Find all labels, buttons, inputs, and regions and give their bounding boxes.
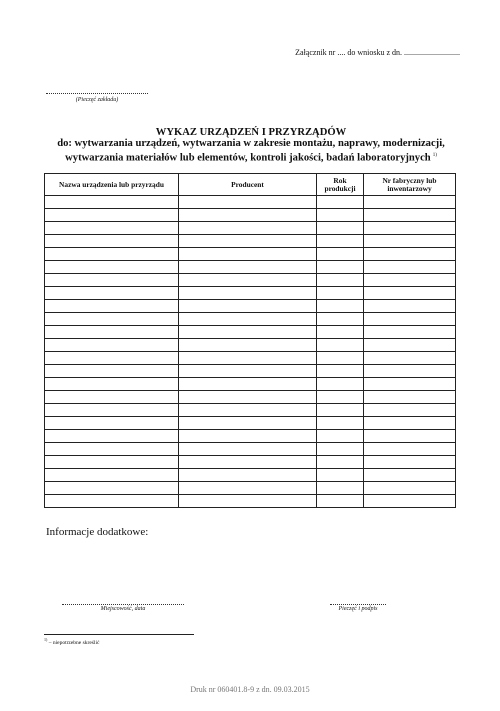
table-cell[interactable] [317, 313, 364, 326]
table-cell[interactable] [45, 404, 179, 417]
table-cell[interactable] [45, 495, 179, 508]
table-cell[interactable] [45, 274, 179, 287]
table-cell[interactable] [364, 274, 456, 287]
print-number: Druk nr 060401.8-9 z dn. 09.03.2015 [190, 685, 310, 694]
table-cell[interactable] [179, 417, 317, 430]
table-cell[interactable] [364, 300, 456, 313]
header-serial-number: Nr fabryczny lub inwentarzowy [364, 174, 456, 196]
table-cell[interactable] [179, 430, 317, 443]
header-production-year: Rok produkcji [317, 174, 364, 196]
table-row [45, 261, 456, 274]
table-cell[interactable] [317, 430, 364, 443]
table-cell[interactable] [364, 404, 456, 417]
table-cell[interactable] [45, 261, 179, 274]
table-row [45, 404, 456, 417]
table-cell[interactable] [364, 196, 456, 209]
table-cell[interactable] [45, 209, 179, 222]
title-line-1: WYKAZ URZĄDZEŃ I PRZYRZĄDÓW [155, 127, 347, 138]
table-cell[interactable] [45, 443, 179, 456]
table-cell[interactable] [179, 274, 317, 287]
table-row [45, 235, 456, 248]
title-line-3 [40, 150, 462, 164]
table-row [45, 365, 456, 378]
signature-line [330, 604, 386, 605]
table-row [45, 469, 456, 482]
table-cell[interactable] [364, 326, 456, 339]
table-row [45, 300, 456, 313]
table-cell[interactable] [317, 443, 364, 456]
table-cell[interactable] [45, 469, 179, 482]
table-cell[interactable] [364, 235, 456, 248]
table-cell[interactable] [317, 326, 364, 339]
table-cell[interactable] [45, 222, 179, 235]
table-cell[interactable] [179, 482, 317, 495]
title-footnote-mark: 1) [432, 152, 437, 158]
table-row [45, 495, 456, 508]
table-cell[interactable] [364, 469, 456, 482]
table-cell[interactable] [317, 196, 364, 209]
table-cell[interactable] [364, 391, 456, 404]
table-cell[interactable] [45, 417, 179, 430]
table-cell[interactable] [317, 261, 364, 274]
table-cell[interactable] [364, 378, 456, 391]
table-cell[interactable] [45, 482, 179, 495]
table-cell[interactable] [179, 248, 317, 261]
additional-info-label: Informacje dodatkowe: [46, 526, 149, 538]
table-cell[interactable] [179, 235, 317, 248]
table-row [45, 222, 456, 235]
table-cell[interactable] [364, 339, 456, 352]
table-row [45, 339, 456, 352]
table-cell[interactable] [317, 287, 364, 300]
table-cell[interactable] [364, 482, 456, 495]
table-cell[interactable] [364, 261, 456, 274]
footnote-text: – niepotrzebne skreślić [47, 639, 100, 646]
table-row [45, 313, 456, 326]
table-cell[interactable] [45, 235, 179, 248]
table-cell[interactable] [45, 339, 179, 352]
place-date-label: Miejscowość, data [100, 606, 146, 612]
table-cell[interactable] [45, 326, 179, 339]
table-cell[interactable] [364, 417, 456, 430]
table-cell[interactable] [364, 495, 456, 508]
table-cell[interactable] [179, 287, 317, 300]
table-cell[interactable] [179, 261, 317, 274]
table-cell[interactable] [317, 391, 364, 404]
table-cell[interactable] [317, 235, 364, 248]
table-cell[interactable] [45, 300, 179, 313]
table-cell[interactable] [45, 248, 179, 261]
seal-line [46, 93, 148, 94]
table-cell[interactable] [179, 326, 317, 339]
table-cell[interactable] [179, 365, 317, 378]
table-cell[interactable] [45, 287, 179, 300]
attachment-note: Załącznik nr .... do wniosku z dn. ............................ [295, 48, 460, 57]
table-row [45, 443, 456, 456]
table-cell[interactable] [317, 209, 364, 222]
footnote-mark: 1) [44, 637, 48, 642]
table-body [45, 196, 456, 508]
table-cell[interactable] [179, 313, 317, 326]
table-cell[interactable] [364, 313, 456, 326]
table-row [45, 430, 456, 443]
table-cell[interactable] [364, 209, 456, 222]
table-cell[interactable] [45, 378, 179, 391]
signature-label: Pieczęć i podpis [338, 606, 378, 612]
table-cell[interactable] [45, 196, 179, 209]
footnote [44, 637, 99, 646]
table-row [45, 417, 456, 430]
table-header-row [45, 174, 456, 196]
table-row [45, 352, 456, 365]
table-cell[interactable] [317, 456, 364, 469]
table-cell[interactable] [179, 352, 317, 365]
table-cell[interactable] [179, 209, 317, 222]
table-row [45, 378, 456, 391]
table-cell[interactable] [179, 339, 317, 352]
table-row [45, 482, 456, 495]
table-cell[interactable] [179, 495, 317, 508]
table-cell[interactable] [179, 469, 317, 482]
table-cell[interactable] [179, 456, 317, 469]
table-cell[interactable] [45, 365, 179, 378]
table-cell[interactable] [317, 417, 364, 430]
document-title [40, 127, 462, 163]
title-line-2: do: wytwarzania urządzeń, wytwarzania w zakresie montażu, naprawy, modernizacji, [57, 138, 445, 150]
table-row [45, 196, 456, 209]
table-cell[interactable] [317, 469, 364, 482]
table-cell[interactable] [45, 391, 179, 404]
table-row [45, 287, 456, 300]
table-cell[interactable] [179, 196, 317, 209]
equipment-table [44, 173, 456, 508]
table-cell[interactable] [364, 222, 456, 235]
table-cell[interactable] [364, 248, 456, 261]
table-cell[interactable] [179, 391, 317, 404]
table-cell[interactable] [364, 287, 456, 300]
table-cell[interactable] [364, 456, 456, 469]
table-cell[interactable] [364, 443, 456, 456]
table-cell[interactable] [179, 222, 317, 235]
table-cell[interactable] [317, 274, 364, 287]
table-cell[interactable] [179, 404, 317, 417]
table-cell[interactable] [317, 482, 364, 495]
table-row [45, 248, 456, 261]
table-row [45, 274, 456, 287]
header-producer: Producent [179, 174, 317, 196]
table-cell[interactable] [364, 430, 456, 443]
table-cell[interactable] [45, 352, 179, 365]
table-cell[interactable] [317, 352, 364, 365]
table-cell[interactable] [317, 248, 364, 261]
table-cell[interactable] [317, 300, 364, 313]
place-date-line [62, 604, 184, 605]
table-cell[interactable] [364, 365, 456, 378]
table-cell[interactable] [317, 365, 364, 378]
footnote-rule [44, 634, 194, 635]
seal-label: (Pieczęć zakładu) [75, 97, 119, 103]
table-cell[interactable] [317, 339, 364, 352]
table-cell[interactable] [45, 456, 179, 469]
title-line-3-text: wytwarzania materiałów lub elementów, kontroli jakości, badań laboratoryjnych [65, 152, 431, 164]
table-cell[interactable] [317, 495, 364, 508]
table-cell[interactable] [179, 300, 317, 313]
table-cell[interactable] [45, 430, 179, 443]
table-cell[interactable] [179, 443, 317, 456]
table-row [45, 209, 456, 222]
table-cell[interactable] [317, 222, 364, 235]
header-device-name: Nazwa urządzenia lub przyrządu [45, 174, 179, 196]
table-cell[interactable] [317, 378, 364, 391]
table-row [45, 391, 456, 404]
table-cell[interactable] [45, 313, 179, 326]
table-row [45, 326, 456, 339]
table-cell[interactable] [179, 378, 317, 391]
table-cell[interactable] [364, 352, 456, 365]
table-cell[interactable] [317, 404, 364, 417]
table-row [45, 456, 456, 469]
